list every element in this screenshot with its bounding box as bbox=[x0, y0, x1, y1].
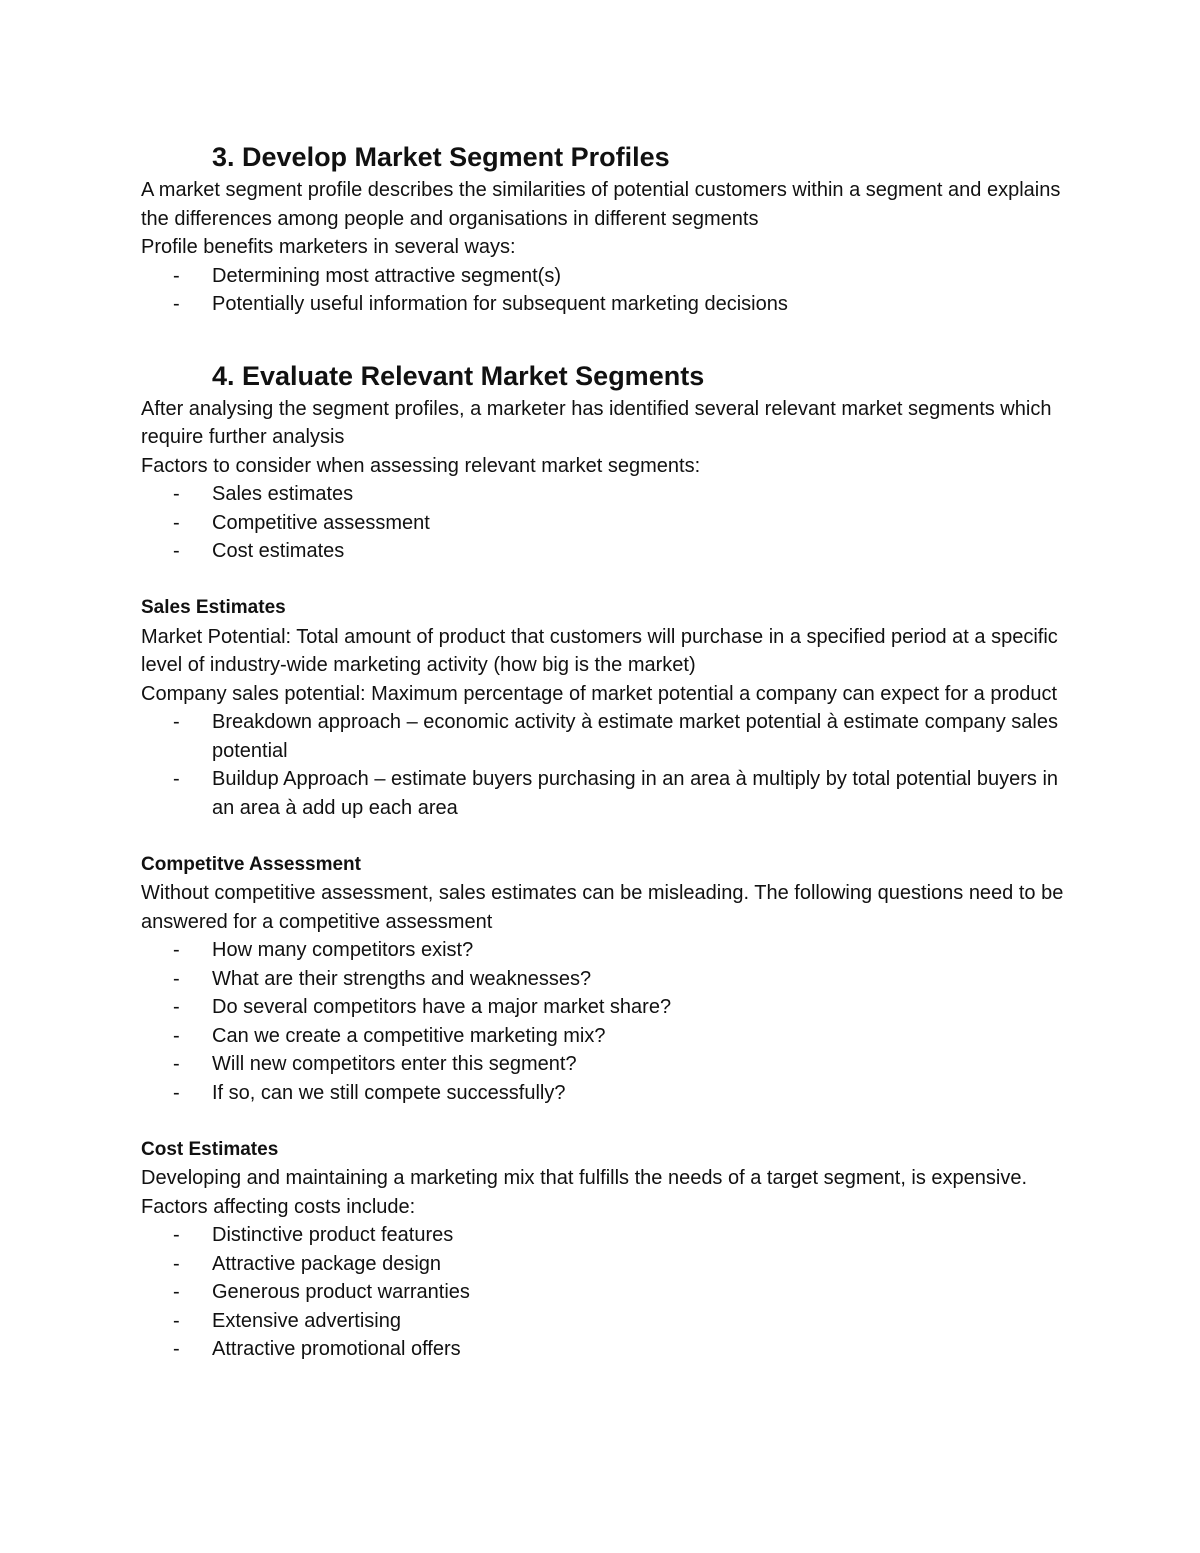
section-4-bullet-list bbox=[141, 480, 1071, 566]
dash-marker: - bbox=[173, 1338, 180, 1360]
section-4-intro: Factors to consider when assessing relevant market segments: bbox=[141, 454, 701, 477]
list-item: - If so, can we still compete successfully? bbox=[141, 1079, 1071, 1108]
dash-marker: - bbox=[173, 540, 180, 562]
list-item: - Attractive promotional offers bbox=[141, 1335, 1071, 1364]
section-3-paragraph: A market segment profile describes the similarities of potential customers within a segment and explains the differences among people and organisations in different segments bbox=[141, 179, 1061, 230]
list-item: - Determining most attractive segment(s) bbox=[141, 262, 1071, 291]
list-item: - Cost estimates bbox=[141, 537, 1071, 566]
list-item: - Competitive assessment bbox=[141, 509, 1071, 538]
company-sales-potential-paragraph: Company sales potential: Maximum percentage of market potential a company can expect for a product bbox=[141, 682, 1058, 705]
cost-estimates-paragraph: Developing and maintaining a marketing mix that fulfills the needs of a target segment, is expensive. Factors affecting costs include: bbox=[141, 1167, 1028, 1218]
list-item: - Attractive package design bbox=[141, 1250, 1071, 1279]
dash-marker: - bbox=[173, 996, 180, 1018]
list-item: - Will new competitors enter this segment? bbox=[141, 1050, 1071, 1079]
dash-marker: - bbox=[173, 1053, 180, 1075]
cost-factors-list bbox=[141, 1221, 1071, 1364]
dash-marker: - bbox=[173, 1281, 180, 1303]
dash-marker: - bbox=[173, 768, 180, 790]
section-3-bullet-list bbox=[141, 262, 1071, 319]
list-item: - Extensive advertising bbox=[141, 1307, 1071, 1336]
sales-estimates-subheading: Sales Estimates bbox=[141, 597, 286, 618]
dash-marker: - bbox=[173, 939, 180, 961]
dash-marker: - bbox=[173, 293, 180, 315]
sales-approaches-list bbox=[141, 708, 1071, 822]
section-3-heading: 3. Develop Market Segment Profiles bbox=[212, 142, 670, 172]
dash-marker: - bbox=[173, 264, 180, 287]
list-item: - Distinctive product features bbox=[141, 1221, 1071, 1250]
section-3-intro: Profile benefits marketers in several ways: bbox=[141, 236, 516, 258]
list-item: - Sales estimates bbox=[141, 480, 1071, 509]
market-potential-paragraph: Market Potential: Total amount of product that customers will purchase in a specified period at a specific level of industry-wide marketing activity (how big is the market) bbox=[141, 625, 1058, 676]
list-item: - What are their strengths and weaknesses? bbox=[141, 965, 1071, 994]
competitive-assessment-subheading: Competitve Assessment bbox=[141, 853, 361, 875]
dash-marker: - bbox=[173, 1081, 180, 1104]
section-4-paragraph: After analysing the segment profiles, a marketer has identified several relevant market segments which require further analysis bbox=[141, 397, 1052, 448]
document-page bbox=[141, 138, 1071, 1364]
list-item: - Can we create a competitive marketing mix? bbox=[141, 1022, 1071, 1051]
list-item: - How many competitors exist? bbox=[141, 936, 1071, 965]
dash-marker: - bbox=[173, 1252, 180, 1275]
list-item: - Buildup Approach – estimate buyers purchasing in an area à multiply by total potential buyers in an area à add up each area bbox=[141, 765, 1071, 822]
dash-marker: - bbox=[173, 1024, 180, 1047]
competitive-questions-list bbox=[141, 936, 1071, 1107]
list-item: - Generous product warranties bbox=[141, 1278, 1071, 1307]
dash-marker: - bbox=[173, 967, 180, 990]
cost-estimates-subheading: Cost Estimates bbox=[141, 1138, 279, 1160]
dash-marker: - bbox=[173, 711, 180, 733]
list-item: - Breakdown approach – economic activity à estimate market potential à estimate company sales potential bbox=[141, 708, 1071, 765]
list-item: - Potentially useful information for subsequent marketing decisions bbox=[141, 290, 1071, 319]
dash-marker: - bbox=[173, 1224, 180, 1246]
dash-marker: - bbox=[173, 483, 180, 505]
list-item: - Do several competitors have a major market share? bbox=[141, 993, 1071, 1022]
section-4-heading: 4. Evaluate Relevant Market Segments bbox=[212, 360, 705, 391]
competitive-assessment-paragraph: Without competitive assessment, sales estimates can be misleading. The following questions need to be answered for a competitive assessment bbox=[141, 882, 1064, 933]
dash-marker: - bbox=[173, 511, 180, 534]
dash-marker: - bbox=[173, 1309, 180, 1332]
